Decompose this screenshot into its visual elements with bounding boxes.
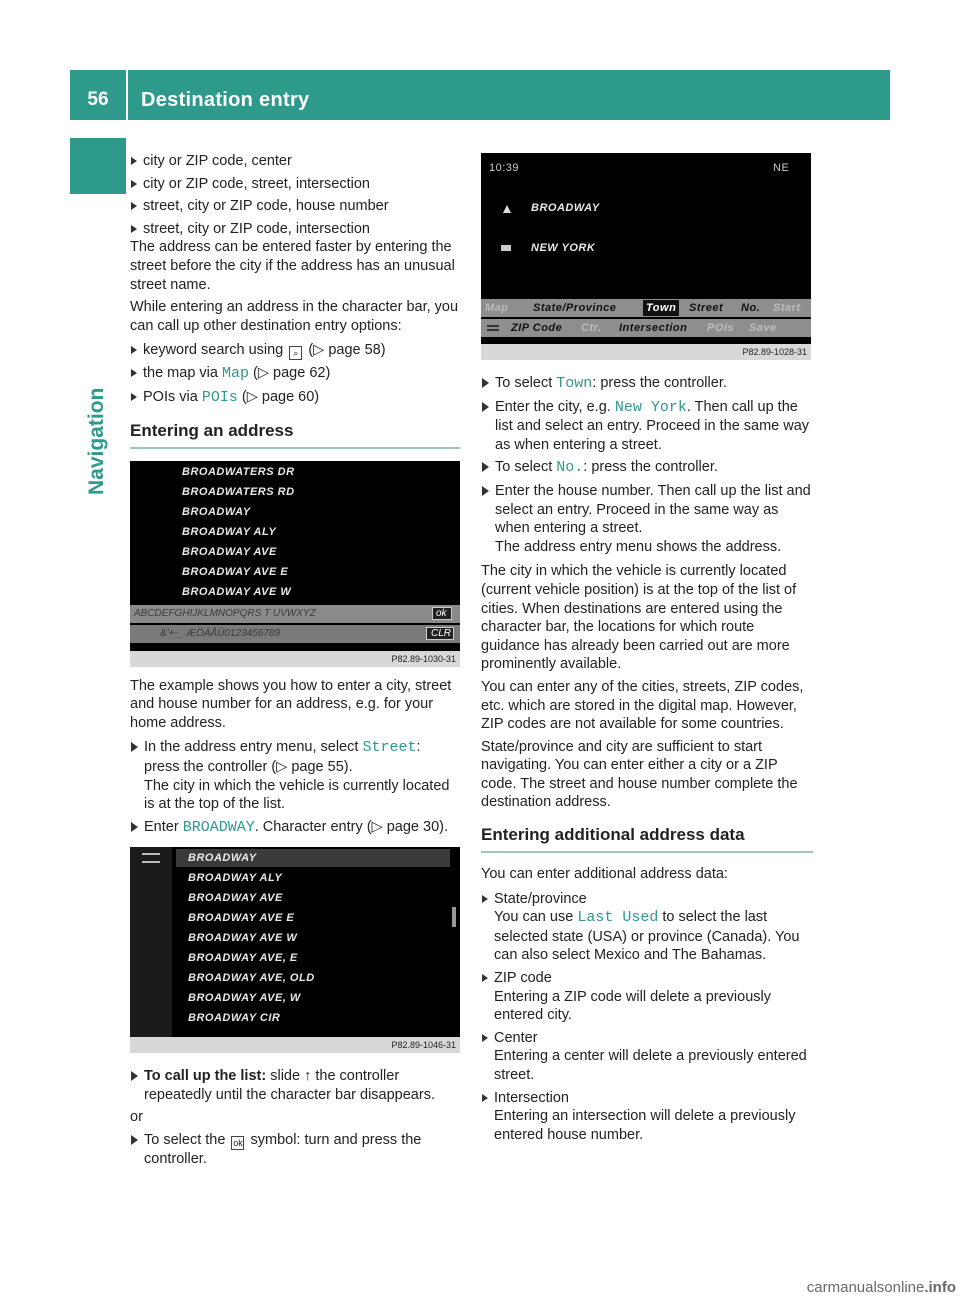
watermark: carmanualsonline.info	[806, 1279, 956, 1297]
step-item: Enter BROADWAY. Character entry (▷ page 30).	[130, 818, 460, 838]
list-item: Intersection Entering an intersection will delete a previously entered house number.	[481, 1089, 813, 1145]
step-item: To select No.: press the controller.	[481, 458, 813, 478]
back-icon	[142, 853, 160, 863]
paragraph: or	[130, 1109, 143, 1126]
step-item: Enter the house number. Then call up the list and select an entry. Proceed in the same way as when entering a street. The address entry menu shows the address.	[481, 482, 813, 556]
screenshot-street-list: BROADWATERS DR BROADWATERS RD BROADWAY BROADWAY ALY BROADWAY AVE BROADWAY AVE E BROADWAY AVE W ABCDEFGHIJKLMNOPQRS T UVWXYZ ok &'+-_ ÆÖÄÅÜ0123456789 CLR P82.89-1030-31	[130, 461, 460, 667]
side-tab-marker	[70, 138, 126, 194]
list-item: ZIP code Entering a ZIP code will delete a previously entered city.	[481, 969, 813, 1025]
menu-term: BROADWAY	[182, 818, 255, 836]
menu-term: Map	[222, 365, 250, 383]
list-item: POIs via POIs (▷ page 60)	[130, 388, 460, 408]
list-item: city or ZIP code, center	[130, 152, 460, 171]
image-caption: P82.89-1028-31	[742, 347, 807, 357]
list-item: street, city or ZIP code, house number	[130, 197, 460, 216]
menu-term: Street	[362, 739, 417, 757]
list-item: city or ZIP code, street, intersection	[130, 175, 460, 194]
screenshot-address-menu: 10:39 NE BROADWAY NEW YORK Map State/Province Town Street No. Start ZIP Code Ctr. Intersection POIs Save P82.89-1028-31	[481, 153, 811, 360]
step-item: To call up the list: slide ↑ the controller repeatedly until the character bar disappears.	[130, 1067, 460, 1104]
menu-term: No.	[556, 459, 584, 477]
search-icon: ⌕	[289, 346, 302, 360]
header-divider	[126, 70, 128, 120]
side-tab-label: Navigation	[85, 387, 108, 495]
list-item: the map via Map (▷ page 62)	[130, 364, 460, 384]
image-caption: P82.89-1046-31	[391, 1040, 456, 1051]
step-item: To select the ok symbol: turn and press the controller.	[130, 1131, 460, 1169]
step-item: Enter the city, e.g. New York. Then call up the list and select an entry. Proceed in the same way as when entering a street.	[481, 398, 813, 455]
section-heading: Entering an address	[130, 420, 460, 449]
scrollbar	[452, 907, 456, 927]
paragraph: You can enter any of the cities, streets, ZIP codes, etc. which are stored in the digital map. However, ZIP codes are not available for some countries.	[481, 678, 804, 733]
screenshot-broadway-list: BROADWAY BROADWAY ALY BROADWAY AVE BROADWAY AVE E BROADWAY AVE W BROADWAY AVE, E BROADWAY AVE, OLD BROADWAY AVE, W BROADWAY CIR P82.89-1046-31	[130, 847, 460, 1053]
paragraph: The example shows you how to enter a city, street and house number for an address, e.g. for your home address.	[130, 677, 452, 731]
menu-term: New York	[614, 398, 687, 416]
list-item: keyword search using ⌕ (▷ page 58)	[130, 341, 460, 360]
paragraph: While entering an address in the character bar, you can call up other destination entry options:	[130, 299, 459, 334]
image-caption: P82.89-1030-31	[391, 653, 456, 664]
step-item: In the address entry menu, select Street: press the controller (▷ page 55). The city in which the vehicle is currently located is at the top of the list.	[130, 738, 460, 813]
paragraph: The address can be entered faster by entering the street before the city if the address has an unusual street name.	[130, 239, 455, 293]
list-item: State/province You can use Last Used to select the last selected state (USA) or province (Canada). You can also select Mexico and The Bahamas.	[481, 890, 813, 965]
right-column	[481, 374, 813, 1144]
list-item: Center Entering a center will delete a previously entered street.	[481, 1029, 813, 1085]
back-icon	[487, 325, 499, 331]
page-title: Destination entry	[141, 89, 310, 111]
paragraph: State/province and city are sufficient to start navigating. You can enter either a city or a ZIP code. The street and house number complete the destination address.	[481, 738, 798, 811]
position-icon	[503, 205, 511, 213]
menu-term: Last Used	[577, 909, 659, 927]
menu-term: POIs	[201, 388, 238, 406]
ok-icon: ok	[233, 1138, 243, 1149]
left-column	[130, 152, 460, 1169]
paragraph: You can enter additional address data:	[481, 866, 728, 883]
section-heading: Entering additional address data	[481, 824, 813, 853]
page-number: 56	[87, 89, 109, 110]
list-item: street, city or ZIP code, intersection	[130, 220, 460, 239]
city-icon	[501, 245, 511, 251]
step-item: To select Town: press the controller.	[481, 374, 813, 394]
paragraph: The city in which the vehicle is currently located (current vehicle position) is at the top of the list of cities. When destinations are entered using the character bar, the locations for which route guidance has already been carried out are more prominently available.	[481, 563, 797, 673]
menu-term: Town	[556, 375, 593, 392]
